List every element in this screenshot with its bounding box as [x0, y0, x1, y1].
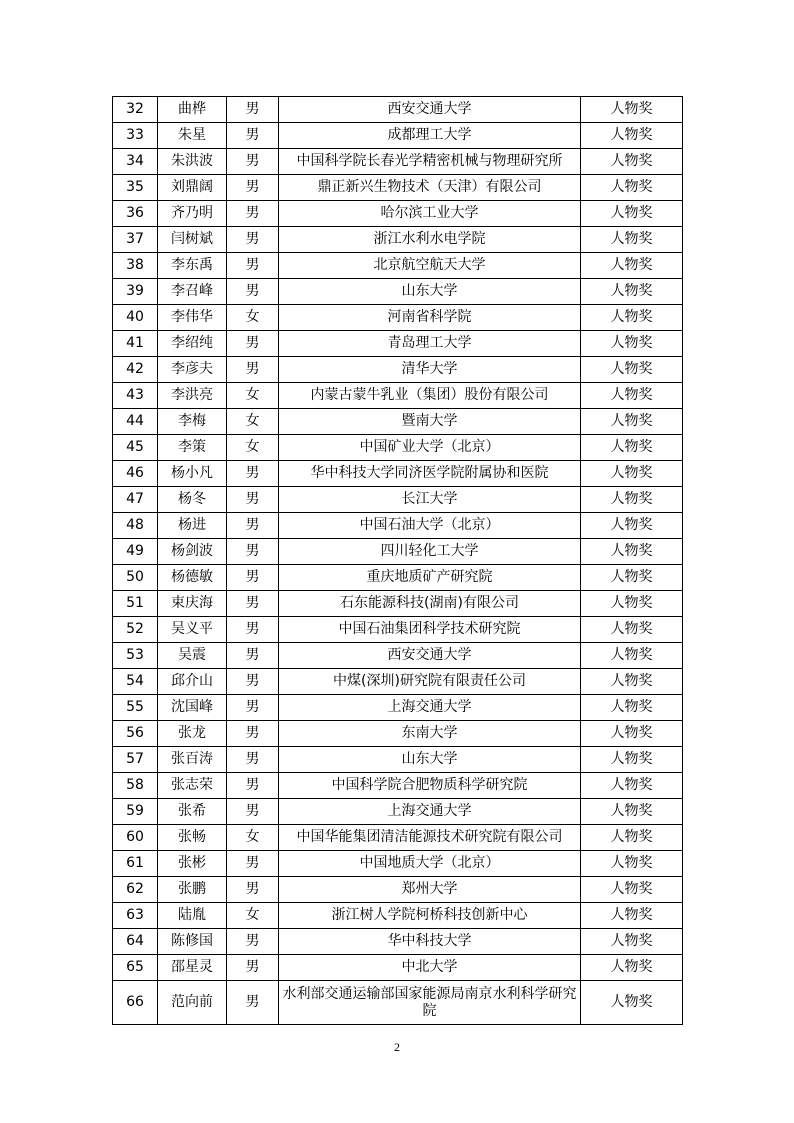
table-row: [113, 175, 683, 201]
cell-number: 36: [113, 201, 158, 227]
cell-award: 人物奖: [581, 773, 683, 799]
cell-award: 人物奖: [581, 201, 683, 227]
cell-award: 人物奖: [581, 123, 683, 149]
cell-number: 38: [113, 253, 158, 279]
cell-name: 闫树斌: [158, 227, 227, 253]
cell-award: 人物奖: [581, 357, 683, 383]
cell-unit: 暨南大学: [279, 409, 581, 435]
cell-name: 杨冬: [158, 487, 227, 513]
cell-gender: 男: [227, 721, 279, 747]
cell-award: 人物奖: [581, 149, 683, 175]
cell-gender: 男: [227, 877, 279, 903]
table-row: [113, 305, 683, 331]
cell-number: 35: [113, 175, 158, 201]
cell-gender: 女: [227, 409, 279, 435]
cell-name: 邵星灵: [158, 955, 227, 981]
cell-award: 人物奖: [581, 929, 683, 955]
table-row: [113, 149, 683, 175]
table-row: [113, 539, 683, 565]
table-row: [113, 981, 683, 1025]
table-row: [113, 903, 683, 929]
cell-gender: 女: [227, 383, 279, 409]
cell-name: 范向前: [158, 981, 227, 1025]
cell-gender: 男: [227, 643, 279, 669]
cell-gender: 男: [227, 331, 279, 357]
cell-name: 张畅: [158, 825, 227, 851]
cell-unit: 重庆地质矿产研究院: [279, 565, 581, 591]
cell-award: 人物奖: [581, 435, 683, 461]
cell-number: 32: [113, 97, 158, 123]
cell-number: 47: [113, 487, 158, 513]
table-row: [113, 513, 683, 539]
cell-award: 人物奖: [581, 591, 683, 617]
table-row: [113, 487, 683, 513]
cell-gender: 男: [227, 955, 279, 981]
cell-gender: 男: [227, 591, 279, 617]
cell-name: 李伟华: [158, 305, 227, 331]
table-row: [113, 227, 683, 253]
table-row: [113, 591, 683, 617]
cell-name: 杨剑波: [158, 539, 227, 565]
cell-unit: 中国华能集团清洁能源技术研究院有限公司: [279, 825, 581, 851]
cell-award: 人物奖: [581, 981, 683, 1025]
table-row: [113, 773, 683, 799]
cell-unit: 东南大学: [279, 721, 581, 747]
cell-unit: 中煤(深圳)研究院有限责任公司: [279, 669, 581, 695]
cell-award: 人物奖: [581, 643, 683, 669]
cell-name: 朱星: [158, 123, 227, 149]
cell-unit: 成都理工大学: [279, 123, 581, 149]
cell-award: 人物奖: [581, 175, 683, 201]
cell-unit: 长江大学: [279, 487, 581, 513]
cell-award: 人物奖: [581, 903, 683, 929]
cell-unit: 四川轻化工大学: [279, 539, 581, 565]
page-number: 2: [394, 1040, 400, 1054]
cell-number: 52: [113, 617, 158, 643]
cell-name: 张龙: [158, 721, 227, 747]
cell-number: 42: [113, 357, 158, 383]
cell-unit: 石东能源科技(湖南)有限公司: [279, 591, 581, 617]
cell-name: 李绍纯: [158, 331, 227, 357]
cell-gender: 男: [227, 487, 279, 513]
cell-gender: 男: [227, 227, 279, 253]
cell-gender: 男: [227, 513, 279, 539]
cell-number: 55: [113, 695, 158, 721]
cell-gender: 男: [227, 97, 279, 123]
cell-award: 人物奖: [581, 721, 683, 747]
cell-name: 吴义平: [158, 617, 227, 643]
cell-number: 41: [113, 331, 158, 357]
cell-unit: 哈尔滨工业大学: [279, 201, 581, 227]
cell-unit: 上海交通大学: [279, 799, 581, 825]
cell-unit: 西安交通大学: [279, 97, 581, 123]
cell-number: 39: [113, 279, 158, 305]
table-row: [113, 643, 683, 669]
cell-gender: 男: [227, 279, 279, 305]
cell-unit: 华中科技大学同济医学院附属协和医院: [279, 461, 581, 487]
cell-gender: 男: [227, 747, 279, 773]
cell-number: 37: [113, 227, 158, 253]
cell-number: 64: [113, 929, 158, 955]
cell-gender: 女: [227, 903, 279, 929]
cell-award: 人物奖: [581, 513, 683, 539]
table-row: [113, 929, 683, 955]
cell-gender: 男: [227, 669, 279, 695]
cell-award: 人物奖: [581, 955, 683, 981]
cell-name: 张鹏: [158, 877, 227, 903]
cell-number: 61: [113, 851, 158, 877]
table-row: [113, 695, 683, 721]
table-row: [113, 357, 683, 383]
cell-gender: 男: [227, 695, 279, 721]
table-body: [113, 97, 683, 1025]
cell-name: 朱洪波: [158, 149, 227, 175]
cell-name: 刘鼎阔: [158, 175, 227, 201]
cell-name: 张百涛: [158, 747, 227, 773]
cell-gender: 男: [227, 461, 279, 487]
cell-number: 59: [113, 799, 158, 825]
cell-unit: 中国石油大学（北京）: [279, 513, 581, 539]
cell-gender: 男: [227, 539, 279, 565]
table-row: [113, 123, 683, 149]
cell-unit: 河南省科学院: [279, 305, 581, 331]
cell-unit: 中国科学院合肥物质科学研究院: [279, 773, 581, 799]
cell-number: 45: [113, 435, 158, 461]
cell-name: 李召峰: [158, 279, 227, 305]
table-row: [113, 565, 683, 591]
table-row: [113, 877, 683, 903]
cell-name: 陆胤: [158, 903, 227, 929]
cell-number: 57: [113, 747, 158, 773]
cell-unit: 清华大学: [279, 357, 581, 383]
table-row: [113, 201, 683, 227]
cell-unit: 浙江水利水电学院: [279, 227, 581, 253]
cell-name: 张志荣: [158, 773, 227, 799]
cell-award: 人物奖: [581, 747, 683, 773]
cell-gender: 男: [227, 253, 279, 279]
cell-unit: 上海交通大学: [279, 695, 581, 721]
cell-name: 李洪亮: [158, 383, 227, 409]
cell-award: 人物奖: [581, 279, 683, 305]
cell-name: 杨小凡: [158, 461, 227, 487]
cell-number: 51: [113, 591, 158, 617]
table-row: [113, 851, 683, 877]
cell-unit: 中国石油集团科学技术研究院: [279, 617, 581, 643]
cell-name: 沈国峰: [158, 695, 227, 721]
table-row: [113, 799, 683, 825]
cell-gender: 男: [227, 799, 279, 825]
cell-number: 62: [113, 877, 158, 903]
cell-gender: 男: [227, 851, 279, 877]
cell-name: 李梅: [158, 409, 227, 435]
cell-unit: 鼎正新兴生物技术（天津）有限公司: [279, 175, 581, 201]
cell-name: 张彬: [158, 851, 227, 877]
table-row: [113, 955, 683, 981]
cell-award: 人物奖: [581, 877, 683, 903]
cell-name: 张希: [158, 799, 227, 825]
cell-award: 人物奖: [581, 97, 683, 123]
cell-unit: 浙江树人学院柯桥科技创新中心: [279, 903, 581, 929]
cell-number: 49: [113, 539, 158, 565]
table-row: [113, 97, 683, 123]
cell-number: 33: [113, 123, 158, 149]
cell-name: 齐乃明: [158, 201, 227, 227]
cell-unit: 中北大学: [279, 955, 581, 981]
cell-number: 53: [113, 643, 158, 669]
table-row: [113, 825, 683, 851]
cell-name: 邱介山: [158, 669, 227, 695]
cell-number: 48: [113, 513, 158, 539]
cell-gender: 女: [227, 305, 279, 331]
cell-award: 人物奖: [581, 331, 683, 357]
cell-award: 人物奖: [581, 305, 683, 331]
cell-gender: 男: [227, 175, 279, 201]
table-row: [113, 617, 683, 643]
cell-name: 李彦夫: [158, 357, 227, 383]
cell-award: 人物奖: [581, 851, 683, 877]
cell-award: 人物奖: [581, 383, 683, 409]
cell-award: 人物奖: [581, 695, 683, 721]
cell-number: 44: [113, 409, 158, 435]
cell-award: 人物奖: [581, 253, 683, 279]
cell-unit: 西安交通大学: [279, 643, 581, 669]
cell-award: 人物奖: [581, 825, 683, 851]
table-row: [113, 721, 683, 747]
cell-unit: 中国地质大学（北京）: [279, 851, 581, 877]
cell-name: 杨德敏: [158, 565, 227, 591]
cell-gender: 男: [227, 565, 279, 591]
table-row: [113, 253, 683, 279]
table-row: [113, 435, 683, 461]
cell-name: 吴震: [158, 643, 227, 669]
cell-award: 人物奖: [581, 461, 683, 487]
cell-award: 人物奖: [581, 799, 683, 825]
cell-award: 人物奖: [581, 539, 683, 565]
cell-number: 40: [113, 305, 158, 331]
table-row: [113, 747, 683, 773]
table-row: [113, 461, 683, 487]
cell-unit: 华中科技大学: [279, 929, 581, 955]
cell-unit: 山东大学: [279, 279, 581, 305]
cell-gender: 男: [227, 981, 279, 1025]
cell-number: 54: [113, 669, 158, 695]
cell-unit: 山东大学: [279, 747, 581, 773]
cell-number: 56: [113, 721, 158, 747]
cell-name: 束庆海: [158, 591, 227, 617]
cell-unit: 北京航空航天大学: [279, 253, 581, 279]
cell-number: 50: [113, 565, 158, 591]
cell-number: 60: [113, 825, 158, 851]
table-row: [113, 279, 683, 305]
cell-number: 46: [113, 461, 158, 487]
cell-award: 人物奖: [581, 487, 683, 513]
cell-gender: 男: [227, 773, 279, 799]
cell-name: 杨进: [158, 513, 227, 539]
cell-gender: 女: [227, 825, 279, 851]
table-row: [113, 669, 683, 695]
cell-name: 曲桦: [158, 97, 227, 123]
cell-number: 65: [113, 955, 158, 981]
cell-award: 人物奖: [581, 409, 683, 435]
cell-gender: 男: [227, 929, 279, 955]
cell-number: 66: [113, 981, 158, 1025]
cell-award: 人物奖: [581, 669, 683, 695]
cell-award: 人物奖: [581, 227, 683, 253]
cell-unit: 青岛理工大学: [279, 331, 581, 357]
cell-number: 34: [113, 149, 158, 175]
cell-unit: 郑州大学: [279, 877, 581, 903]
table-row: [113, 383, 683, 409]
cell-name: 陈修国: [158, 929, 227, 955]
cell-gender: 男: [227, 149, 279, 175]
cell-name: 李东禹: [158, 253, 227, 279]
cell-unit: 内蒙古蒙牛乳业（集团）股份有限公司: [279, 383, 581, 409]
cell-gender: 男: [227, 201, 279, 227]
cell-number: 43: [113, 383, 158, 409]
table-row: [113, 331, 683, 357]
cell-gender: 女: [227, 435, 279, 461]
cell-award: 人物奖: [581, 617, 683, 643]
award-list-table: [112, 96, 683, 1025]
cell-unit: 中国科学院长春光学精密机械与物理研究所: [279, 149, 581, 175]
cell-unit: 中国矿业大学（北京）: [279, 435, 581, 461]
cell-award: 人物奖: [581, 565, 683, 591]
cell-unit: 水利部交通运输部国家能源局南京水利科学研究院: [279, 981, 581, 1025]
cell-number: 58: [113, 773, 158, 799]
cell-gender: 男: [227, 357, 279, 383]
table-row: [113, 409, 683, 435]
cell-name: 李策: [158, 435, 227, 461]
cell-gender: 男: [227, 123, 279, 149]
cell-gender: 男: [227, 617, 279, 643]
cell-number: 63: [113, 903, 158, 929]
